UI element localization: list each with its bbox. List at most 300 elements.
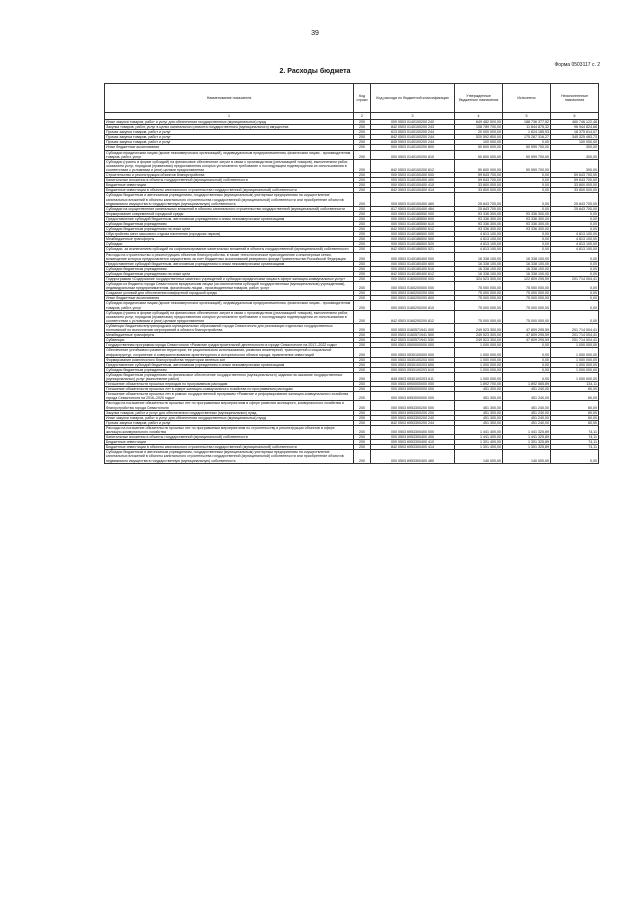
table-row xyxy=(105,348,599,357)
unexecuted-cell: 0,00 xyxy=(551,252,599,261)
approved-cell: 140 000,00 xyxy=(455,450,503,463)
row-code-cell: 200 xyxy=(354,135,371,140)
column-number-row xyxy=(105,113,599,120)
approved-cell: 1 000 000,00 xyxy=(455,348,503,357)
executed-cell: 47 809 295,59 xyxy=(503,338,551,343)
executed-cell: 75 000 000,00 xyxy=(503,291,551,296)
unexecuted-cell: 1 000 000,00 xyxy=(551,362,599,367)
table-row xyxy=(105,372,599,381)
executed-cell: 0,00 xyxy=(503,173,551,178)
row-code-cell: 200 xyxy=(354,216,371,221)
executed-cell: 0,00 xyxy=(503,367,551,372)
unexecuted-cell: 33 800 000,00 xyxy=(551,183,599,188)
row-code-cell: 200 xyxy=(354,445,371,450)
table-row xyxy=(105,282,599,291)
executed-cell: 140 000,00 xyxy=(503,450,551,463)
classification-code-cell: 000 0503 0140185550 000 xyxy=(371,211,455,216)
row-name-cell: Субсидии бюджетным учреждениям xyxy=(105,266,354,271)
classification-code-cell: 000 0503 0140100200 810 xyxy=(371,150,455,159)
row-code-cell: 200 xyxy=(354,296,371,301)
row-name-cell: Субсидии юридическим лицам (кроме некоммерческих организаций), индивидуальным предпринимателям, физическим лицам - производителям товаров, работ, услуг xyxy=(105,150,354,159)
unexecuted-cell: 4 813 100,00 xyxy=(551,242,599,247)
approved-cell: 93 336 300,00 xyxy=(455,211,503,216)
row-name-cell: Обустройство мест массового отдыха населения (городских парков) xyxy=(105,232,354,237)
classification-code-cell: 842 0503 0140186500 521 xyxy=(371,247,455,252)
unexecuted-cell: 0,00 xyxy=(551,221,599,226)
approved-cell: 451 300,00 xyxy=(455,401,503,410)
approved-cell: 249 523 300,00 xyxy=(455,333,503,338)
classification-code-cell: 000 0503 0140100400 400 xyxy=(371,178,455,183)
row-name-cell: Иные бюджетные ассигнования xyxy=(105,296,354,301)
row-name-cell: Иные бюджетные ассигнования xyxy=(105,145,354,150)
approved-cell: 1 301 400,00 xyxy=(455,440,503,445)
row-name-cell: Формирование комплексного благоустройства территории зеленых зон xyxy=(105,357,354,362)
row-code-cell: 200 xyxy=(354,242,371,247)
approved-cell: 4 813 100,00 xyxy=(455,237,503,242)
row-code-cell: 200 xyxy=(354,333,371,338)
unexecuted-cell: 0,00 xyxy=(551,296,599,301)
unexecuted-cell: 0,00 xyxy=(551,271,599,276)
page-number: 39 xyxy=(311,30,319,37)
executed-cell: 0,00 xyxy=(503,343,551,348)
row-code-cell: 200 xyxy=(354,193,371,206)
executed-cell: 75 000 000,00 xyxy=(503,296,551,301)
row-name-cell: Бюджетные инвестиции в объекты капитального строительства государственной (муниципальной) собственности xyxy=(105,445,354,450)
approved-cell: 108 789 700,00 xyxy=(455,125,503,130)
approved-cell: 1 441 400,00 xyxy=(455,435,503,440)
approved-cell: 520 592 800,00 xyxy=(455,135,503,140)
unexecuted-cell: 1 000 000,00 xyxy=(551,348,599,357)
column-number: 5 xyxy=(503,113,551,120)
classification-code-cell: 000 0503 6953000000 000 xyxy=(371,392,455,401)
row-code-cell: 200 xyxy=(354,362,371,367)
row-name-cell: Погашение обязательств прошлых лет в сфере жилищно-коммунального хозяйства по программным расходам xyxy=(105,387,354,392)
row-name-cell: Субсидии, за исключением субсидий на софинансирование капитальных вложений в объекты государственной (муниципальной) собственности xyxy=(105,247,354,252)
unexecuted-cell: 300,00 xyxy=(551,150,599,159)
unexecuted-cell: 60,00 xyxy=(551,420,599,425)
classification-code-cell: 842 0503 0160200200 812 xyxy=(371,310,455,323)
executed-cell: 47 809 295,59 xyxy=(503,333,551,338)
unexecuted-cell: 0,00 xyxy=(551,216,599,221)
approved-cell: 16 338 100,00 xyxy=(455,271,503,276)
approved-cell: 1 441 400,00 xyxy=(455,425,503,434)
unexecuted-cell: 0,00 xyxy=(551,310,599,323)
unexecuted-cell: 96 944 824,68 xyxy=(551,125,599,130)
row-name-cell: Субсидии бюджетным и автономным учреждениям, государственным (муниципальным) унитарным предприятиям на осуществление капитальных вложений в объекты капитального строительства государственной (муниципальной) собственности или приобретение объектов недвижимого имущества в государственную (муниципальную) собственность xyxy=(105,193,354,206)
row-name-cell: Капитальные вложения в объекты государственной (муниципальной) собственности xyxy=(105,178,354,183)
approved-cell: 50 600 000,00 xyxy=(455,145,503,150)
approved-cell: 75 000 000,00 xyxy=(455,296,503,301)
approved-cell: 100 000,00 xyxy=(455,140,503,145)
classification-code-cell: 842 0503 0140185550 612 xyxy=(371,227,455,232)
column-number: 6 xyxy=(551,113,599,120)
classification-code-cell: 000 0503 0530100203 000 xyxy=(371,357,455,362)
unexecuted-cell: 300,00 xyxy=(551,159,599,172)
row-name-cell: Обеспечение устойчивого развития территории, ее рационального использования, развития инженерной, транспортной и социальной инфраструктур, сохранение и совершенствование архитектурного и исторического облика города, привлечение инвестиций xyxy=(105,348,354,357)
unexecuted-cell: 0,00 xyxy=(551,211,599,216)
executed-cell: 451 240,00 xyxy=(503,410,551,415)
approved-cell: 75 000 000,00 xyxy=(455,301,503,310)
row-code-cell: 200 xyxy=(354,261,371,266)
row-code-cell: 200 xyxy=(354,420,371,425)
approved-cell: 93 336 300,00 xyxy=(455,216,503,221)
row-name-cell: Прочая закупка товаров, работ и услуг xyxy=(105,420,354,425)
approved-cell: 1 000 000,00 xyxy=(455,357,503,362)
unexecuted-cell: 4 813 100,00 xyxy=(551,237,599,242)
row-code-cell: 200 xyxy=(354,450,371,463)
unexecuted-cell: 0,00 xyxy=(551,282,599,291)
row-name-cell: Капитальные вложения в объекты государственной (муниципальной) собственности xyxy=(105,435,354,440)
executed-cell: 1 441 325,89 xyxy=(503,425,551,434)
classification-code-cell: 000 0503 6953300400 460 xyxy=(371,450,455,463)
row-code-cell: 200 xyxy=(354,159,371,172)
row-name-cell: Субсидии (гранты в форме субсидий) на финансовое обеспечение затрат в связи с производством (реализацией товаров), выполнением работ, оказанием услуг, порядком (правилами) предоставления которых установлено требование о последующем подтверждении их использования в соответствии с условиями и (или) целями предоставления xyxy=(105,159,354,172)
row-name-cell: Субсидии бюджетным учреждениям на финансовое обеспечение государственного (муниципального) задания на оказание государственных (муниципальных) услуг (выполнение работ) xyxy=(105,372,354,381)
approved-cell: 33 800 000,00 xyxy=(455,188,503,193)
executed-cell: 75 000 000,00 xyxy=(503,282,551,291)
executed-cell: 0,00 xyxy=(503,206,551,211)
unexecuted-cell: 60,00 xyxy=(551,410,599,415)
classification-code-cell: 000 0503 0160200000 000 xyxy=(371,282,455,291)
approved-cell: 1 000 000,00 xyxy=(455,372,503,381)
row-name-cell: Субсидии на осуществление капитальных вложений в объекты капитального строительства государственной (муниципальной) собственности xyxy=(105,206,354,211)
row-code-cell: 200 xyxy=(354,140,371,145)
row-code-cell: 200 xyxy=(354,435,371,440)
row-code-cell: 200 xyxy=(354,357,371,362)
row-code-cell: 200 xyxy=(354,188,371,193)
classification-code-cell: 000 0503 0140100200 800 xyxy=(371,145,455,150)
row-name-cell: Предоставление субсидий бюджетным, автономным учреждениям и иным некоммерческим организациям xyxy=(105,261,354,266)
row-code-cell: 200 xyxy=(354,211,371,216)
row-name-cell: Строительство и реконструкция объектов благоустройства xyxy=(105,173,354,178)
row-name-cell: Бюджетные инвестиции xyxy=(105,440,354,445)
classification-code-cell: 842 0503 0160571941 530 xyxy=(371,338,455,343)
classification-code-cell: 000 0503 0160571941 000 xyxy=(371,323,455,332)
row-name-cell: Иные закупки товаров, работ и услуг для обеспечения государственных (муниципальных) нужд xyxy=(105,120,354,125)
approved-cell: 50 600 000,00 xyxy=(455,159,503,172)
classification-code-cell: 000 0503 6953300200 200 xyxy=(371,410,455,415)
unexecuted-cell: 0,00 xyxy=(551,291,599,296)
row-name-cell: Прочая закупка товаров, работ и услуг xyxy=(105,135,354,140)
unexecuted-cell: 0,00 xyxy=(551,261,599,266)
approved-cell: 649 482 500,00 xyxy=(455,120,503,125)
executed-cell: 50 599 700,00 xyxy=(503,159,551,172)
unexecuted-cell: 4 813 100,00 xyxy=(551,232,599,237)
classification-code-cell: 000 0503 6950000000 000 xyxy=(371,387,455,392)
classification-code-cell: 000 0503 6953300200 000 xyxy=(371,401,455,410)
approved-cell: 451 300,00 xyxy=(455,420,503,425)
executed-cell: 16 338 100,00 xyxy=(503,261,551,266)
row-name-cell: Предоставление субсидий бюджетным, автономным учреждениям и иным некоммерческим организациям xyxy=(105,216,354,221)
row-name-cell: Погашение обязательств прошлых лет в рамках государственной программы «Развитие и реформирование жилищно-коммунального хозяйства города Севастополя на 2016–2020 годы» xyxy=(105,392,354,401)
row-name-cell: Субсидии бюджетным учреждениям на иные цели xyxy=(105,227,354,232)
row-code-cell: 200 xyxy=(354,440,371,445)
row-code-cell: 200 xyxy=(354,130,371,135)
table-row xyxy=(105,450,599,463)
row-code-cell: 200 xyxy=(354,150,371,159)
unexecuted-cell: 201 714 004,41 xyxy=(551,333,599,338)
approved-cell: 324 523 300,00 xyxy=(455,277,503,282)
executed-cell: 0,00 xyxy=(503,362,551,367)
classification-code-cell: 000 0503 0140186500 000 xyxy=(371,232,455,237)
approved-cell: 451 300,00 xyxy=(455,410,503,415)
column-number: 2 xyxy=(354,113,371,120)
approved-cell: 75 000 000,00 xyxy=(455,310,503,323)
classification-code-cell: 000 0503 0160200200 800 xyxy=(371,296,455,301)
row-code-cell: 200 xyxy=(354,372,371,381)
row-code-cell: 200 xyxy=(354,125,371,130)
row-name-cell: Расходы на погашение обязательств прошлых лет по программным мероприятиям по строительству и реконструкции объектов в сфере жилищно-коммунального хозяйства xyxy=(105,425,354,434)
approved-cell: 1 000 000,00 xyxy=(455,343,503,348)
row-code-cell: 200 xyxy=(354,277,371,282)
row-name-cell: Предоставление субсидий бюджетным, автономным учреждениям и иным некоммерческим организациям xyxy=(105,362,354,367)
executed-cell: 1 301 325,89 xyxy=(503,445,551,450)
row-code-cell: 200 xyxy=(354,178,371,183)
approved-cell: 50 600 000,00 xyxy=(455,150,503,159)
classification-code-cell: 000 0503 6900000000 000 xyxy=(371,382,455,387)
row-name-cell: Субвенции бюджетам внутригородских муниципальных образований города Севастополя для реализации отдельных государственных полномочий по выполнению мероприятий в области благоустройства xyxy=(105,323,354,332)
row-name-cell: Бюджетные инвестиции в объекты капитального строительства государственной (муниципальной) собственности xyxy=(105,188,354,193)
classification-code-cell: 000 0503 0140100400 410 xyxy=(371,183,455,188)
approved-cell: 4 813 100,00 xyxy=(455,247,503,252)
row-code-cell: 200 xyxy=(354,227,371,232)
row-code-cell: 200 xyxy=(354,338,371,343)
row-code-cell: 200 xyxy=(354,425,371,434)
unexecuted-cell: 0,00 xyxy=(551,227,599,232)
header-approved: Утвержденные бюджетные назначения xyxy=(455,84,503,113)
executed-cell: 0,00 xyxy=(503,188,551,193)
column-number: 1 xyxy=(105,113,354,120)
approved-cell: 1 000 000,00 xyxy=(455,362,503,367)
executed-cell: 0,00 xyxy=(503,372,551,381)
unexecuted-cell: 60,00 xyxy=(551,387,599,392)
budget-table xyxy=(104,83,599,464)
row-name-cell: Расходы на строительство и реконструкцию объектов благоустройства, в также технологическое присоединение к инженерным сетям, возмещение которых предполагается осуществить за счет бюджетных ассигнований резервного фонда Правительства Российской Федерации xyxy=(105,252,354,261)
approved-cell: 20 000 000,00 xyxy=(455,130,503,135)
unexecuted-cell: 201 714 004,41 xyxy=(551,323,599,332)
table-row xyxy=(105,310,599,323)
row-name-cell: Государственная программа города Севастополя «Развитие градостроительной деятельности в городе Севастополе на 2017–2022 годы» xyxy=(105,343,354,348)
approved-cell: 1 301 400,00 xyxy=(455,445,503,450)
row-code-cell: 200 xyxy=(354,206,371,211)
unexecuted-cell: 0,00 xyxy=(551,450,599,463)
row-name-cell: Субсидии бюджетным учреждениям xyxy=(105,367,354,372)
unexecuted-cell: 201 714 004,41 xyxy=(551,277,599,282)
classification-code-cell: 000 0503 0530100203 600 xyxy=(371,362,455,367)
unexecuted-cell: 345 325 483,73 xyxy=(551,135,599,140)
row-name-cell: Подпрограмма «Содержание государственных казенных учреждений и субсидии юридическим лицам в сфере жилищно-коммунальных услуг» xyxy=(105,277,354,282)
row-name-cell: Субсидии бюджетным и автономным учреждениям, государственным (муниципальным) унитарным предприятиям на осуществление капитальных вложений в объекты капитального строительства государственной (муниципальной) собственности или приобретение объектов недвижимого имущества в государственную (муниципальную) собственность xyxy=(105,450,354,463)
unexecuted-cell: 60,00 xyxy=(551,392,599,401)
row-code-cell: 200 xyxy=(354,291,371,296)
executed-cell: 451 240,00 xyxy=(503,420,551,425)
header-unexecuted: Неисполненные назначения xyxy=(551,84,599,113)
approved-cell: 59 643 700,00 xyxy=(455,178,503,183)
unexecuted-cell: 0,00 xyxy=(551,301,599,310)
row-code-cell: 200 xyxy=(354,252,371,261)
classification-code-cell: 000 0503 0140100200 240 xyxy=(371,120,455,125)
approved-cell: 1 000 000,00 xyxy=(455,367,503,372)
executed-cell: 0,00 xyxy=(503,140,551,145)
classification-code-cell: 000 0503 0160200200 000 xyxy=(371,291,455,296)
column-number: 3 xyxy=(371,113,455,120)
classification-code-cell: 000 0503 0140100400 460 xyxy=(371,193,455,206)
approved-cell: 451 300,00 xyxy=(455,392,503,401)
unexecuted-cell: 1 000 000,00 xyxy=(551,357,599,362)
unexecuted-cell: 201 714 004,41 xyxy=(551,338,599,343)
unexecuted-cell: 60,00 xyxy=(551,415,599,420)
approved-cell: 249 523 300,00 xyxy=(455,338,503,343)
classification-code-cell: 000 0503 6953300400 000 xyxy=(371,425,455,434)
row-code-cell: 200 xyxy=(354,367,371,372)
table-row xyxy=(105,323,599,332)
row-name-cell: Прочая закупка товаров, работ и услуг xyxy=(105,140,354,145)
header-classification-code: Код расхода по бюджетной классификации xyxy=(371,84,455,113)
classification-code-cell: 000 0503 0530100203 610 xyxy=(371,367,455,372)
row-name-cell: Прочая закупка товаров, работ и услуг xyxy=(105,130,354,135)
unexecuted-cell: 134,11 xyxy=(551,382,599,387)
classification-code-cell: 000 0503 0530100000 000 xyxy=(371,348,455,357)
unexecuted-cell: 25 843 700,00 xyxy=(551,193,599,206)
executed-cell: 0,00 xyxy=(503,178,551,183)
unexecuted-cell: 100 000,00 xyxy=(551,140,599,145)
classification-code-cell: 842 0503 0140100200 812 xyxy=(371,159,455,172)
unexecuted-cell: 1 000 000,00 xyxy=(551,372,599,381)
executed-cell: 0,00 xyxy=(503,232,551,237)
row-name-cell: Бюджетные инвестиции xyxy=(105,183,354,188)
column-number: 4 xyxy=(455,113,503,120)
executed-cell: 93 336 300,00 xyxy=(503,221,551,226)
approved-cell: 249 523 300,00 xyxy=(455,323,503,332)
unexecuted-cell: 60,00 xyxy=(551,401,599,410)
executed-cell: 0,00 xyxy=(503,193,551,206)
classification-code-cell: 613 0503 0140100200 244 xyxy=(371,130,455,135)
unexecuted-cell: 59 643 700,00 xyxy=(551,173,599,178)
classification-code-cell: 842 0503 6953300200 244 xyxy=(371,420,455,425)
unexecuted-cell: 1 000 000,00 xyxy=(551,343,599,348)
approved-cell: 16 338 100,00 xyxy=(455,252,503,261)
row-code-cell: 200 xyxy=(354,410,371,415)
row-code-cell: 200 xyxy=(354,343,371,348)
row-code-cell: 200 xyxy=(354,221,371,226)
row-name-cell: Иные закупки товаров, работ и услуг для обеспечения государственных (муниципальных) нужд xyxy=(105,415,354,420)
row-code-cell: 200 xyxy=(354,282,371,291)
row-code-cell: 200 xyxy=(354,392,371,401)
classification-code-cell: 000 0503 6953300400 410 xyxy=(371,440,455,445)
executed-cell: 451 240,00 xyxy=(503,401,551,410)
table-row xyxy=(105,301,599,310)
approved-cell: 4 813 100,00 xyxy=(455,242,503,247)
row-code-cell: 200 xyxy=(354,120,371,125)
row-code-cell: 200 xyxy=(354,183,371,188)
executed-cell: 0,00 xyxy=(503,348,551,357)
approved-cell: 451 300,00 xyxy=(455,387,503,392)
row-name-cell: Субсидии бюджетным учреждениям на иные цели xyxy=(105,271,354,276)
row-name-cell: Погашение обязательств прошлых периодов по программным расходам xyxy=(105,382,354,387)
unexecuted-cell: 74,11 xyxy=(551,440,599,445)
classification-code-cell: 000 0503 0500000000 000 xyxy=(371,343,455,348)
header-name: Наименование показателя xyxy=(105,84,354,113)
executed-cell: 451 240,00 xyxy=(503,415,551,420)
section-title: 2. Расходы бюджета xyxy=(279,68,351,75)
row-name-cell: Субвенции xyxy=(105,338,354,343)
row-name-cell: Формирование современной городской среды xyxy=(105,211,354,216)
executed-cell: 93 336 300,00 xyxy=(503,227,551,232)
approved-cell: 75 000 000,00 xyxy=(455,282,503,291)
row-code-cell: 200 xyxy=(354,145,371,150)
row-code-cell: 200 xyxy=(354,323,371,332)
approved-cell: 451 300,00 xyxy=(455,415,503,420)
executed-cell: 0,00 xyxy=(503,247,551,252)
approved-cell: 25 843 700,00 xyxy=(455,193,503,206)
table-row xyxy=(105,425,599,434)
executed-cell: 50 599 700,00 xyxy=(503,145,551,150)
row-code-cell: 200 xyxy=(354,310,371,323)
row-code-cell: 200 xyxy=(354,271,371,276)
row-name-cell: Расходы на погашение обязательств прошлых лет по программным мероприятиям в сфере развития жилищного, коммунального хозяйства и благоустройства города Севастополя xyxy=(105,401,354,410)
classification-code-cell: 842 0503 0140100200 244 xyxy=(371,135,455,140)
row-code-cell: 200 xyxy=(354,237,371,242)
table-body xyxy=(105,120,599,464)
executed-cell: 0,00 xyxy=(503,242,551,247)
executed-cell: 1 301 325,89 xyxy=(503,440,551,445)
header-executed: Исполнено xyxy=(503,84,551,113)
executed-cell: 16 338 100,00 xyxy=(503,271,551,276)
table-row xyxy=(105,150,599,159)
approved-cell: 1 892 700,00 xyxy=(455,382,503,387)
unexecuted-cell: 33 800 000,00 xyxy=(551,188,599,193)
row-code-cell: 200 xyxy=(354,415,371,420)
classification-code-cell: 842 0503 0140180400 612 xyxy=(371,271,455,276)
classification-code-cell: 000 0503 6953300400 400 xyxy=(371,435,455,440)
approved-cell: 33 800 000,00 xyxy=(455,183,503,188)
table-row xyxy=(105,401,599,410)
row-name-cell: Субсидии из бюджета города Севастополя юридическим лицам (за исключением субсидий государственным (муниципальным) учреждениям), индивидуальным предпринимателям, физическим лицам - производителям товаров, работ, услуг xyxy=(105,282,354,291)
approved-cell: 16 338 100,00 xyxy=(455,261,503,266)
row-code-cell: 200 xyxy=(354,232,371,237)
approved-cell: 25 843 700,00 xyxy=(455,206,503,211)
classification-code-cell: 000 0503 0140180400 000 xyxy=(371,252,455,261)
executed-cell: 451 240,00 xyxy=(503,392,551,401)
executed-cell: 16 338 100,00 xyxy=(503,252,551,261)
executed-cell: 75 000 000,00 xyxy=(503,301,551,310)
row-code-cell: 200 xyxy=(354,173,371,178)
table-row xyxy=(105,159,599,172)
classification-code-cell: 842 0503 0140100400 414 xyxy=(371,188,455,193)
classification-code-cell: 000 0503 0160200200 810 xyxy=(371,301,455,310)
executed-cell: 0,00 xyxy=(503,357,551,362)
approved-cell: 59 643 700,00 xyxy=(455,173,503,178)
approved-cell: 75 000 000,00 xyxy=(455,291,503,296)
executed-cell: 11 844 875,32 xyxy=(503,125,551,130)
unexecuted-cell: 4 813 100,00 xyxy=(551,247,599,252)
row-name-cell: Субсидии бюджетным учреждениям xyxy=(105,221,354,226)
classification-code-cell: 000 0503 6953300200 240 xyxy=(371,415,455,420)
row-name-cell: Закупка товаров, работ и услуг для обеспечения государственных (муниципальных) нужд xyxy=(105,410,354,415)
approved-cell: 93 336 300,00 xyxy=(455,227,503,232)
row-code-cell: 200 xyxy=(354,382,371,387)
row-name-cell: Закупка товаров, работ, услуг в целях капитального ремонта государственного (муниципального) имущества xyxy=(105,125,354,130)
unexecuted-cell: 74,11 xyxy=(551,425,599,434)
row-code-cell: 200 xyxy=(354,401,371,410)
executed-cell: 188 736 377,52 xyxy=(503,120,551,125)
header-row-code: Код строки xyxy=(354,84,371,113)
approved-cell: 4 813 100,00 xyxy=(455,232,503,237)
executed-cell: 451 240,00 xyxy=(503,387,551,392)
row-code-cell: 200 xyxy=(354,301,371,310)
executed-cell: 50 599 700,00 xyxy=(503,150,551,159)
row-name-cell: Межбюджетные трансферты xyxy=(105,237,354,242)
